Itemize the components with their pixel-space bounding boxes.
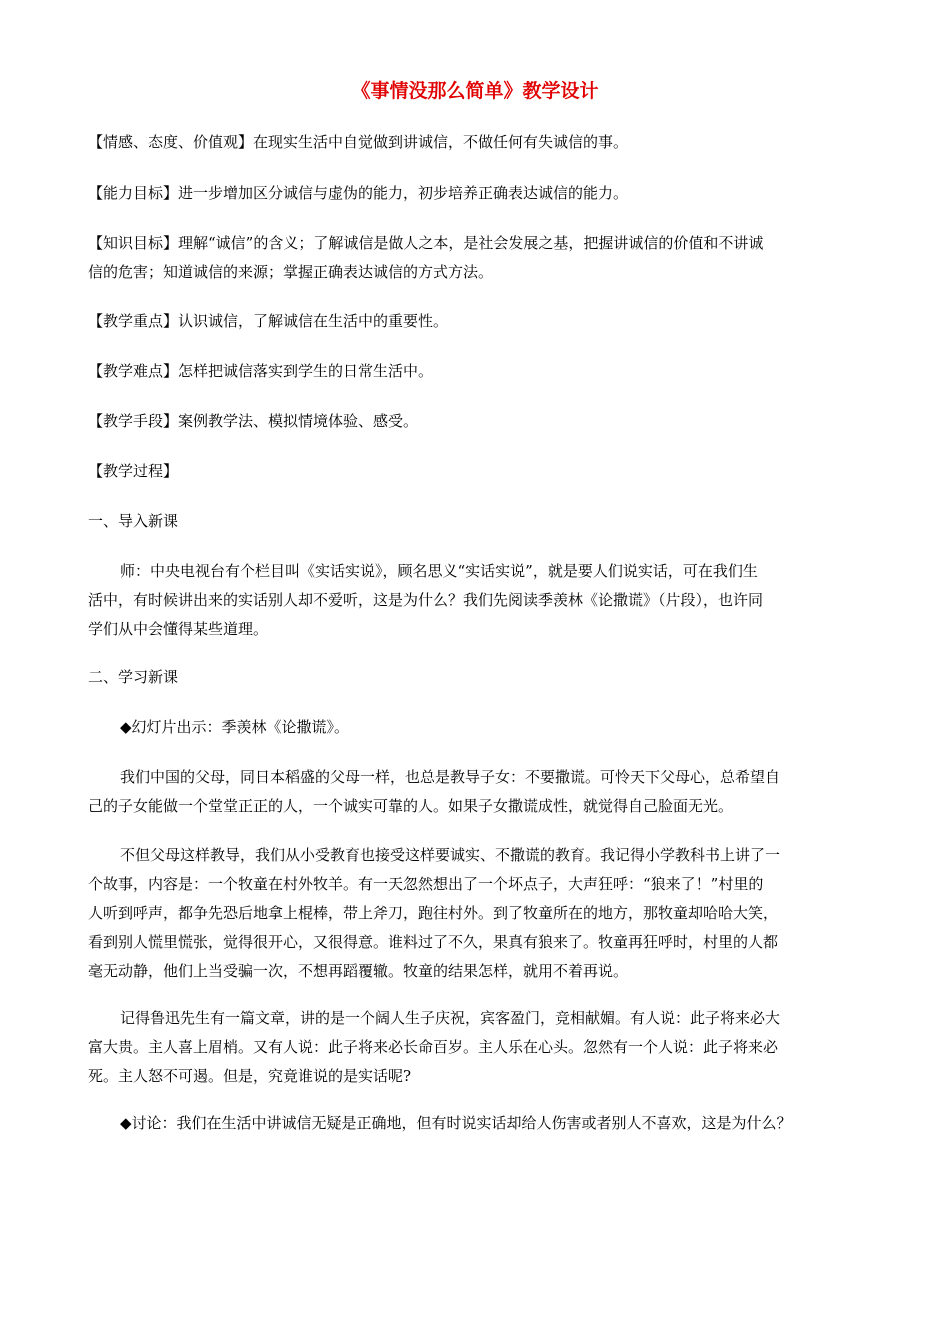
part1-heading: 一、导入新课: [88, 512, 179, 530]
part1-paragraph: [88, 557, 868, 644]
paragraph-line: 己的子女能做一个堂堂正正的人，一个诚实可靠的人。如果子女撒谎成性，就觉得自己脸面无光。: [88, 797, 734, 815]
paragraph-line: 人听到呼声，都争先恐后地拿上棍棒，带上斧刀，跑往村外。到了牧童所在的地方，那牧童却哈哈大笑，: [88, 904, 779, 922]
paragraph-line: 师：中央电视台有个栏目叫《实话实说》，顾名思义“实话实说”，就是要人们说实话，可在我们生: [120, 562, 758, 580]
part2-paragraph-2: [88, 841, 868, 986]
section-method: 【教学手段】案例教学法、模拟情境体验、感受。: [88, 412, 419, 430]
document-title: 《事情没那么简单》教学设计: [351, 80, 599, 102]
section-emotion: 【情感、态度、价值观】在现实生活中自觉做到讲诚信，不做任何有失诚信的事。: [88, 133, 629, 151]
paragraph-line: 我们中国的父母，同日本稻盛的父母一样，也总是教导子女：不要撒谎。可怜天下父母心，总希望自: [120, 768, 781, 786]
paragraph-line: 记得鲁迅先生有一篇文章，讲的是一个阔人生子庆祝，宾客盈门，竞相献媚。有人说：此子将来必大: [120, 1009, 781, 1027]
part2-paragraph-1: [88, 763, 868, 821]
paragraph-line: 活中，有时候讲出来的实话别人却不爱听，这是为什么？我们先阅读季羡林《论撒谎》（片段），也许同: [88, 591, 764, 609]
part2-paragraph-3: [88, 1004, 868, 1091]
paragraph-line: 毫无动静，他们上当受骗一次，不想再蹈覆辙。牧童的结果怎样，就用不着再说。: [88, 962, 629, 980]
section-knowledge-line: 信的危害；知道诚信的来源；掌握正确表达诚信的方式方法。: [88, 263, 494, 281]
paragraph-line: 死。主人怒不可遏。但是，究竟谁说的是实话呢?: [88, 1067, 412, 1085]
section-ability: 【能力目标】进一步增加区分诚信与虚伪的能力，初步培养正确表达诚信的能力。: [88, 184, 629, 202]
section-knowledge: [88, 229, 868, 287]
paragraph-line: 富大贵。主人喜上眉梢。又有人说：此子将来必长命百岁。主人乐在心头。忽然有一个人说：此子将来必: [88, 1038, 779, 1056]
discussion-note: ◆讨论：我们在生活中讲诚信无疑是正确地，但有时说实话却给人伤害或者别人不喜欢，这是为什么？: [120, 1114, 792, 1132]
paragraph-line: 学们从中会懂得某些道理。: [88, 620, 269, 638]
slide-note: ◆幻灯片出示：季羡林《论撒谎》。: [120, 718, 350, 736]
section-key-point: 【教学重点】认识诚信，了解诚信在生活中的重要性。: [88, 312, 449, 330]
part2-heading: 二、学习新课: [88, 668, 179, 686]
paragraph-line: 个故事，内容是：一个牧童在村外牧羊。有一天忽然想出了一个坏点子，大声狂呼：“狼来了！”村里的: [88, 875, 764, 893]
section-process: 【教学过程】: [88, 462, 179, 480]
section-knowledge-line: 【知识目标】理解“诚信”的含义；了解诚信是做人之本，是社会发展之基，把握讲诚信的价值和不讲诚: [88, 234, 764, 252]
section-difficulty: 【教学难点】怎样把诚信落实到学生的日常生活中。: [88, 362, 434, 380]
paragraph-line: 不但父母这样教导，我们从小受教育也接受这样要诚实、不撒谎的教育。我记得小学教科书上讲了一: [120, 846, 781, 864]
paragraph-line: 看到别人慌里慌张，觉得很开心，又很得意。谁料过了不久，果真有狼来了。牧童再狂呼时，村里的人都: [88, 933, 779, 951]
